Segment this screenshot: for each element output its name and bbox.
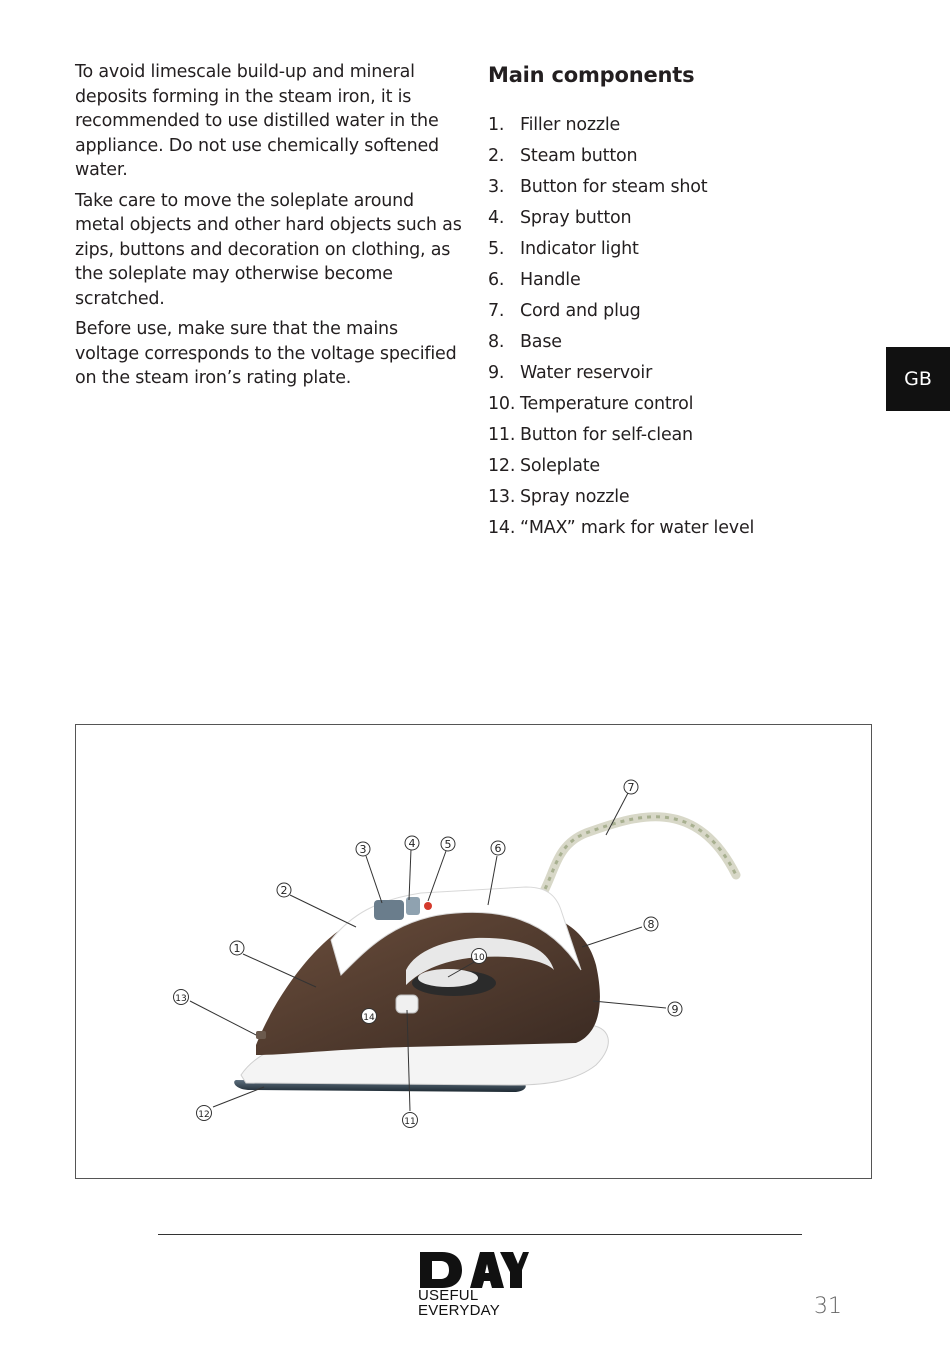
callout-label: 14	[363, 1013, 375, 1023]
item-number: 4.	[488, 208, 505, 228]
list-item	[488, 296, 818, 327]
spray-button-icon	[406, 897, 420, 915]
list-item	[488, 420, 818, 451]
callout-label: 11	[404, 1117, 416, 1127]
list-item	[488, 234, 818, 265]
item-number: 6.	[488, 270, 505, 290]
list-item	[488, 513, 818, 544]
item-label: “MAX” mark for water level	[520, 518, 755, 538]
callout-label: 7	[627, 781, 635, 794]
logo-tagline	[418, 1288, 500, 1318]
callout-2	[277, 883, 291, 897]
list-item	[488, 172, 818, 203]
callout-1	[230, 941, 244, 955]
list-item	[488, 327, 818, 358]
item-number: 11.	[488, 425, 516, 445]
tagline-line-2: EVERYDAY	[418, 1302, 500, 1319]
callout-8	[644, 917, 658, 931]
item-label: Steam button	[520, 146, 638, 166]
indicator-light-icon	[424, 902, 432, 910]
components-list	[488, 110, 818, 544]
list-item	[488, 482, 818, 513]
steam-iron-diagram	[76, 725, 873, 1180]
callout-label: 10	[473, 953, 485, 963]
callout-3	[356, 842, 370, 856]
item-label: Base	[520, 332, 562, 352]
item-label: Indicator light	[520, 239, 639, 259]
callout-label: 12	[198, 1110, 210, 1120]
item-label: Soleplate	[520, 456, 600, 476]
item-number: 13.	[488, 487, 516, 507]
callout-label: 9	[671, 1003, 679, 1016]
item-label: Filler nozzle	[520, 115, 621, 135]
page-number: 31	[814, 1294, 842, 1319]
callout-label: 5	[444, 838, 452, 851]
item-number: 7.	[488, 301, 505, 321]
intro-text	[75, 60, 465, 397]
callout-label: 8	[647, 918, 655, 931]
list-item	[488, 265, 818, 296]
list-item	[488, 358, 818, 389]
list-item	[488, 389, 818, 420]
temperature-dial-face-icon	[418, 969, 478, 987]
callout-7	[624, 780, 638, 794]
item-label: Spray nozzle	[520, 487, 630, 507]
item-number: 2.	[488, 146, 505, 166]
callout-5	[441, 837, 455, 851]
item-number: 10.	[488, 394, 516, 414]
steam-shot-button-icon	[374, 900, 404, 920]
list-item	[488, 110, 818, 141]
components-section	[488, 60, 818, 544]
cord-pattern-icon	[541, 817, 736, 897]
paragraph-distilled-water: To avoid limescale build-up and mineral deposits forming in the steam iron, it is recommended to use distilled water in the appliance. Do not use chemically softened water.	[75, 62, 439, 180]
callout-12	[197, 1106, 212, 1121]
callout-label: 6	[494, 842, 502, 855]
item-label: Spray button	[520, 208, 632, 228]
item-number: 8.	[488, 332, 505, 352]
paragraph-mains-voltage: Before use, make sure that the mains voltage corresponds to the voltage specified on the steam iron’s rating plate.	[75, 319, 457, 388]
item-number: 14.	[488, 518, 516, 538]
item-label: Button for self-clean	[520, 425, 693, 445]
item-number: 3.	[488, 177, 505, 197]
cord-icon	[541, 817, 736, 897]
callout-6	[491, 841, 505, 855]
callout-label: 3	[359, 843, 367, 856]
callout-label: 13	[175, 994, 187, 1004]
footer-divider	[158, 1234, 802, 1235]
callout-10	[472, 949, 487, 964]
tagline-line-1: USEFUL	[418, 1287, 479, 1304]
item-number: 5.	[488, 239, 505, 259]
callout-11	[403, 1113, 418, 1128]
callout-14	[362, 1009, 377, 1024]
list-item	[488, 203, 818, 234]
list-item	[488, 141, 818, 172]
iron-diagram-frame	[75, 724, 872, 1179]
item-label: Temperature control	[520, 394, 694, 414]
item-label: Handle	[520, 270, 581, 290]
item-label: Water reservoir	[520, 363, 653, 383]
callout-label: 4	[408, 837, 416, 850]
section-title: Main components	[488, 63, 695, 87]
callout-13	[174, 990, 189, 1005]
list-item	[488, 451, 818, 482]
item-number: 12.	[488, 456, 516, 476]
item-label: Cord and plug	[520, 301, 641, 321]
paragraph-soleplate-care: Take care to move the soleplate around metal objects and other hard objects such as zips, buttons and decoration on clothing, as the soleplate may otherwise become scratched.	[75, 190, 462, 309]
language-tab: GB	[886, 347, 950, 411]
item-number: 9.	[488, 363, 505, 383]
spray-nozzle-icon	[256, 1031, 266, 1039]
item-number: 1.	[488, 115, 505, 135]
callout-9	[668, 1002, 682, 1016]
item-label: Button for steam shot	[520, 177, 708, 197]
callout-4	[405, 836, 419, 850]
callout-label: 2	[280, 884, 288, 897]
callout-label: 1	[233, 942, 241, 955]
